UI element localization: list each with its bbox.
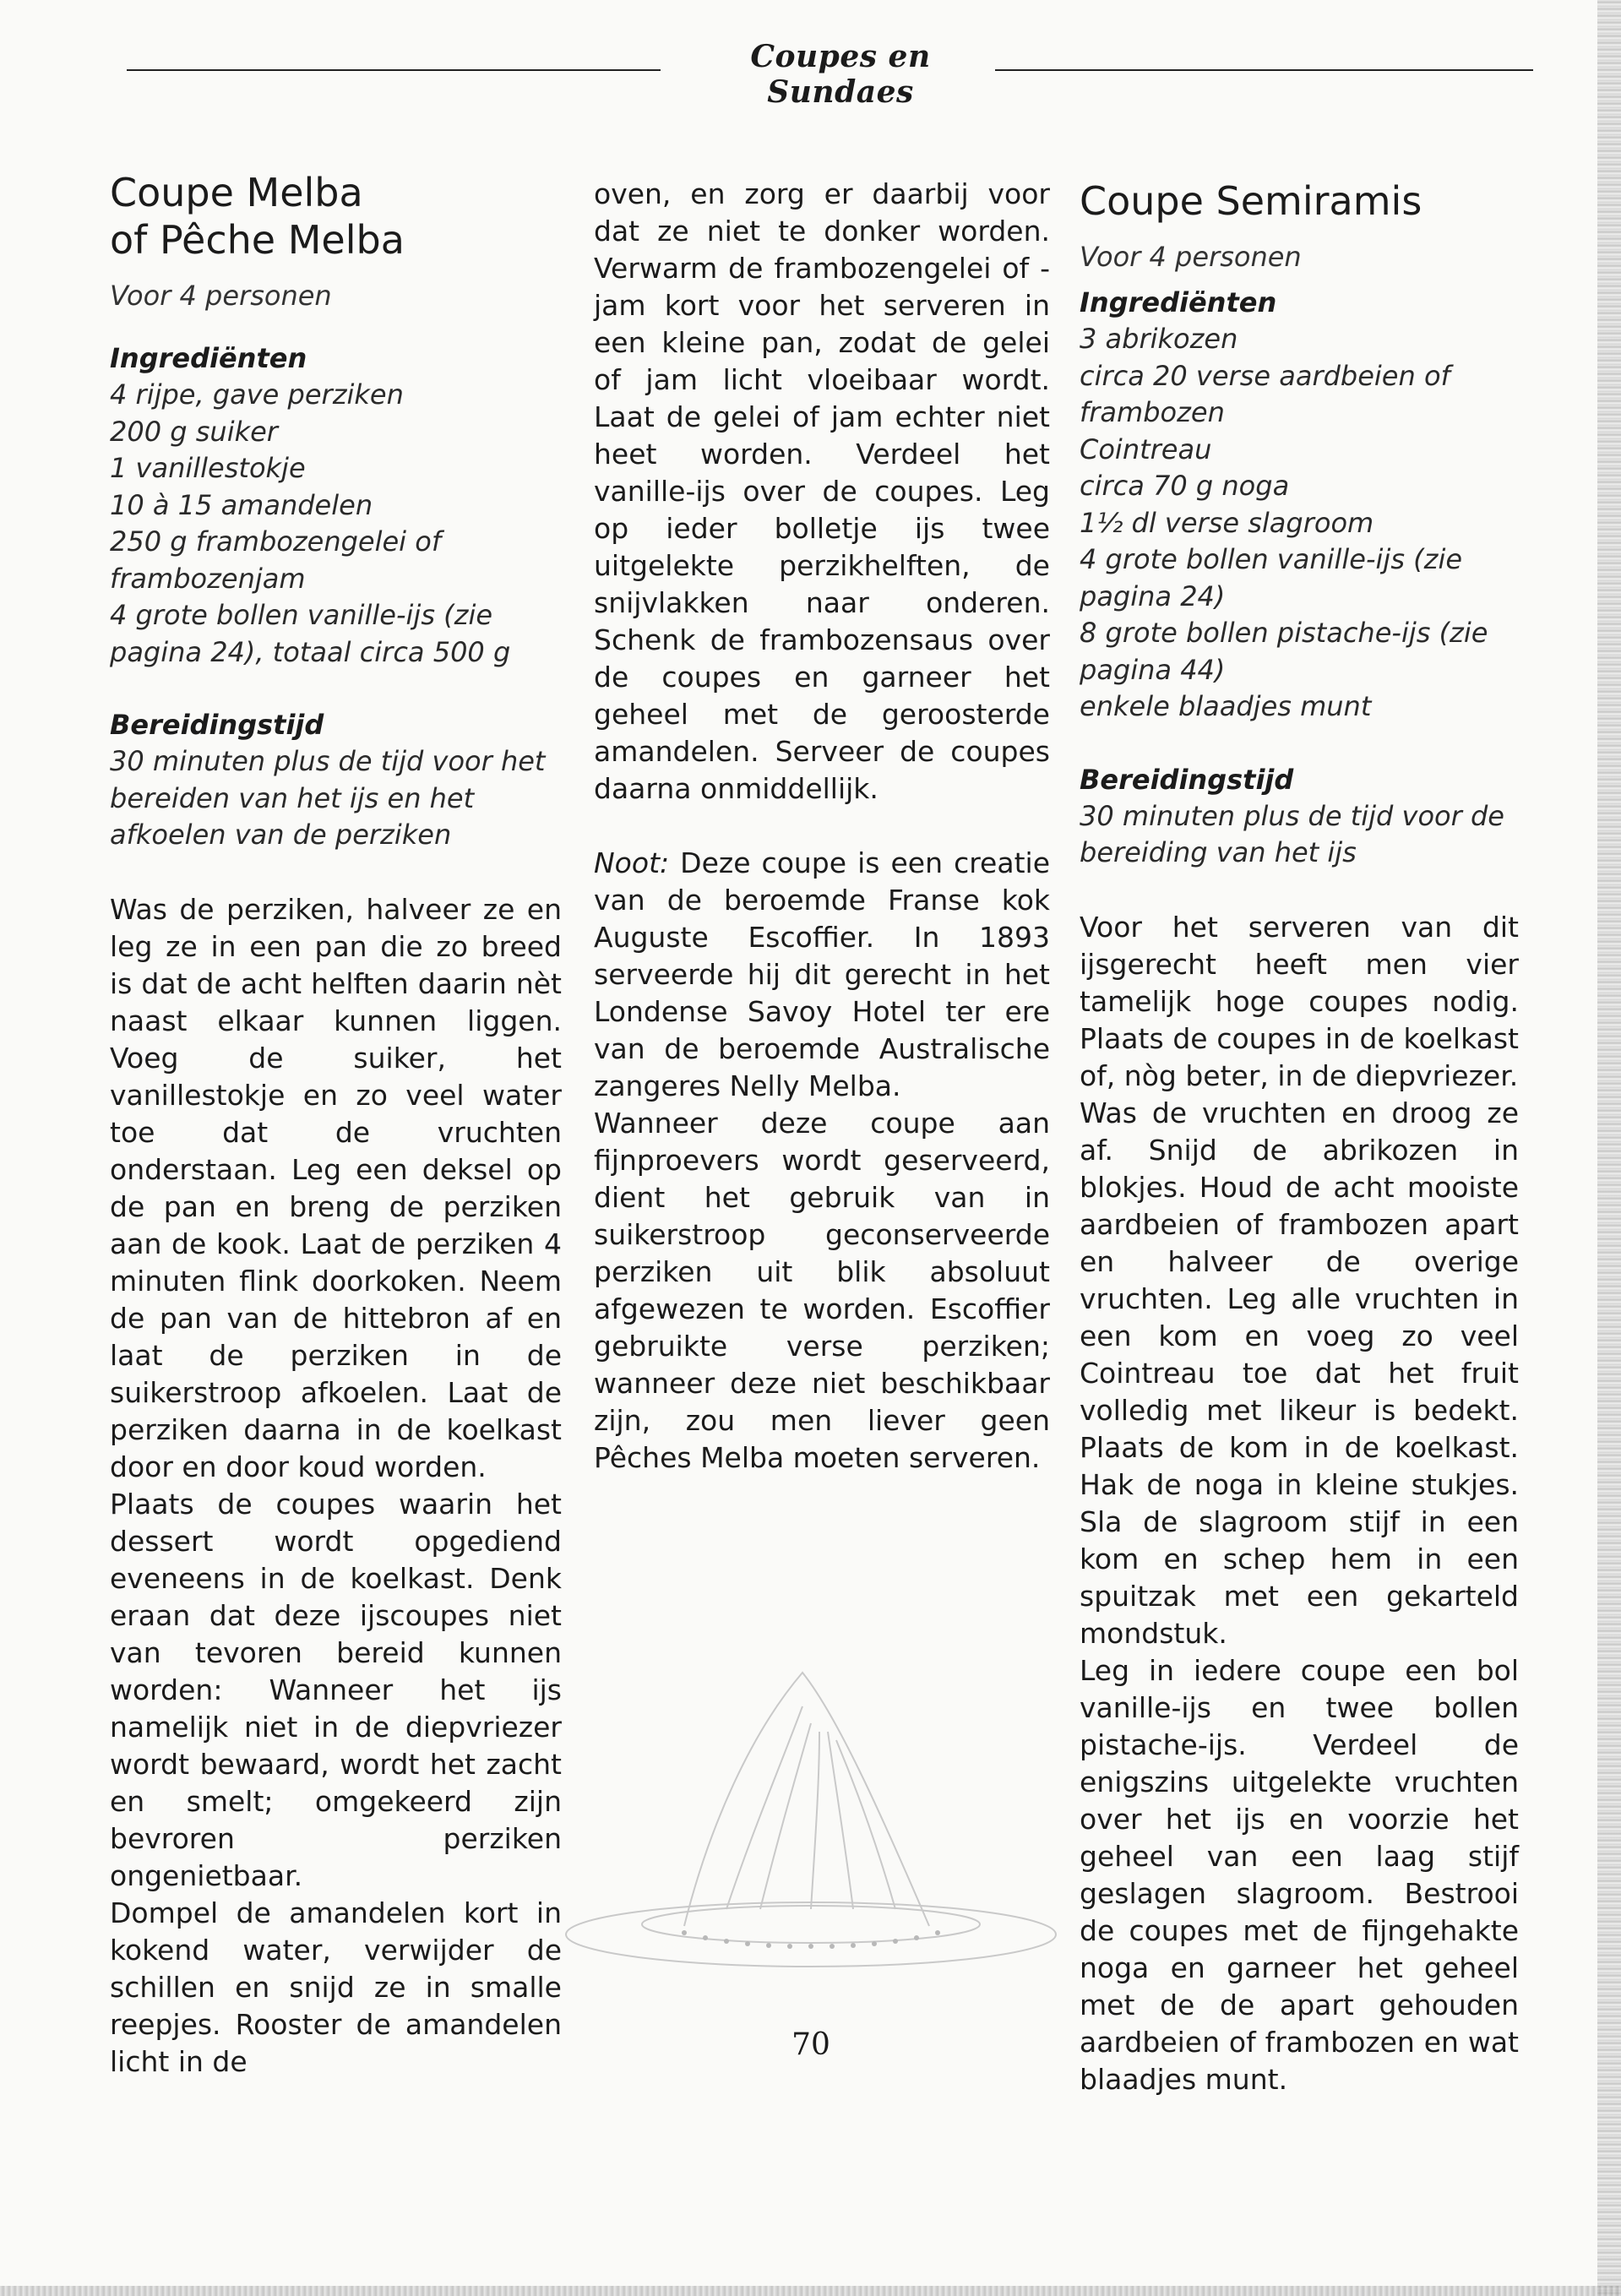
column-1	[110, 169, 562, 2081]
ice-coupe-illustration	[558, 1656, 1064, 1994]
preparation-time-heading: Bereidingstijd	[1080, 763, 1294, 796]
ingredient-item: 1½ dl verse slagroom	[1080, 506, 1374, 539]
instruction-paragraph: Was de perziken, halveer ze en leg ze in een pan die zo breed is dat de acht helften daarin nèt naast elkaar kunnen liggen. Voeg de suiker, het vanillestokje en zo veel water toe dat de vruchten onderstaan. Leg een deksel op de pan en breng de perziken aan de kook. Laat de perziken 4 minuten flink doorkoken. Neem de pan van de hittebron af en laat de perziken in de suikerstroop afkoelen. Laat de perziken daarna in de koelkast door en door koud worden.	[110, 892, 562, 1483]
ingredient-item: 4 grote bollen vanille-ijs (zie	[1080, 543, 1463, 575]
recipe-title-coupe-semiramis: Coupe Semiramis	[1080, 178, 1422, 224]
ingredient-item: circa 70 g noga	[1080, 470, 1290, 502]
ingredient-item: pagina 44)	[1080, 653, 1226, 686]
header-rule-left	[127, 69, 661, 71]
column-3	[1080, 177, 1519, 2098]
page-number: 70	[791, 2027, 830, 2062]
ingredient-item: 1 vanillestokje	[110, 452, 306, 484]
instruction-paragraph: Dompel de amandelen kort in kokend water, verwijder de schillen en snijd ze in smalle reepjes. Rooster de amandelen licht in de	[110, 1896, 562, 2078]
ingredient-item: Cointreau	[1080, 433, 1212, 465]
coupe-plate	[566, 1902, 1056, 1967]
recipe-title-line-1: Coupe Melba	[110, 170, 363, 215]
ingredient-item: 8 grote bollen pistache-ijs (zie	[1080, 617, 1488, 649]
note-paragraph	[594, 845, 1050, 1105]
ingredient-item: frambozenjam	[110, 562, 306, 595]
ingredient-item: 4 grote bollen vanille-ijs (zie	[110, 599, 493, 631]
ingredients-heading: Ingrediënten	[1080, 286, 1277, 318]
ingredient-item: circa 20 verse aardbeien of	[1080, 359, 1450, 392]
instruction-paragraph: Voor het serveren van dit ijsgerecht heeft men vier tamelijk hoge coupes nodig. Plaats de coupes in de koelkast of, nòg beter, in de diepvriezer.	[1080, 910, 1519, 1092]
ingredient-item: pagina 24), totaal circa 500 g	[110, 635, 511, 668]
preparation-time-text: 30 minuten plus de tijd voor het bereiden van het ijs en het afkoelen van de perziken	[110, 745, 546, 851]
ingredient-item: 200 g suiker	[110, 415, 278, 448]
preparation-time-heading: Bereidingstijd	[110, 709, 324, 741]
ingredients-list	[110, 377, 562, 671]
ice-cream-mound	[684, 1673, 929, 1926]
ingredient-item: enkele blaadjes munt	[1080, 690, 1372, 722]
ingredient-item: 3 abrikozen	[1080, 323, 1238, 355]
recipe-title-coupe-melba	[110, 169, 562, 264]
note-paragraph-2: Wanneer deze coupe aan fijnproevers wordt geserveerd, dient het gebruik van in suikerstroop geconserveerde perziken uit blik absoluut afgewezen te worden. Escoffier gebruikte verse perziken; wanneer deze niet beschikbaar zijn, zou men liever geen Pêches Melba moeten serveren.	[594, 1107, 1050, 1474]
header-title: Coupes en Sundaes	[750, 39, 931, 110]
instruction-paragraph: Leg in iedere coupe een bol vanille-ijs en twee bollen pistache-ijs. Verdeel de enigszins uitgelekte vruchten over het ijs en voorzie het geheel van een laag stijf geslagen slagroom. Bestrooi de coupes met de fijngehakte noga en garneer het geheel met de de apart gehouden aardbeien of frambozen en wat blaadjes munt.	[1080, 1653, 1519, 2096]
column-2	[594, 176, 1050, 1477]
instruction-paragraph: Was de vruchten en droog ze af. Snijd de abrikozen in blokjes. Houd de acht mooiste aardbeien of frambozen apart en halveer de overige vruchten. Leg alle vruchten in een kom en voeg zo veel Cointreau toe dat het fruit volledig met likeur is bedekt. Plaats de kom in de koelkast. Hak de noga in kleine stukjes. Sla de slagroom stijf in een kom en schep hem in een spuitzak met een gekarteld mondstuk.	[1080, 1096, 1519, 1650]
ingredient-item: pagina 24)	[1080, 579, 1226, 612]
ingredient-item: 250 g frambozengelei of	[110, 525, 442, 558]
ingredient-item: frambozen	[1080, 396, 1225, 428]
preparation-time-text: 30 minuten plus de tijd voor de bereiding van het ijs	[1080, 799, 1504, 868]
note-label: Noot:	[594, 846, 670, 879]
servings: Voor 4 personen	[1080, 241, 1302, 273]
page-bottom-edge	[0, 2286, 1621, 2296]
ingredients-list	[1080, 321, 1519, 726]
header-rule-right	[995, 69, 1533, 71]
instruction-paragraph: Plaats de coupes waarin het dessert wordt opgediend eveneens in de koelkast. Denk eraan dat deze ijscoupes niet van tevoren bereid kunnen worden: Wanneer het ijs namelijk niet in de diepvriezer wordt bewaard, wordt het zacht en smelt; omgekeerd zijn bevroren perziken ongenietbaar.	[110, 1487, 562, 1892]
servings: Voor 4 personen	[110, 280, 332, 312]
ingredient-item: 4 rijpe, gave perziken	[110, 378, 404, 411]
running-header	[127, 39, 1533, 110]
ingredient-item: 10 à 15 amandelen	[110, 488, 373, 521]
recipe-title-line-2: of Pêche Melba	[110, 217, 405, 263]
instruction-paragraph: oven, en zorg er daarbij voor dat ze niet te donker worden. Verwarm de frambozengelei of -jam kort voor het serveren in een kleine pan, zodat de gelei of jam licht vloeibaar wordt. Laat de gelei of jam echter niet heet worden. Verdeel het vanille-ijs over de coupes. Leg op ieder bolletje ijs twee uitgelekte perzikhelften, de snijvlakken naar onderen. Schenk de frambozensaus over de coupes en garneer het geheel met de geroosterde amandelen. Serveer de coupes daarna onmiddellijk.	[594, 177, 1050, 805]
page-edge-shadow	[1597, 0, 1621, 2296]
ingredients-heading: Ingrediënten	[110, 342, 307, 374]
note-text: Deze coupe is een creatie van de beroemde Franse kok Auguste Escoffier. In 1893 serveerde hij dit gerecht in het Londense Savoy Hotel ter ere van de beroemde Australische zangeres Nelly Melba.	[594, 846, 1050, 1102]
